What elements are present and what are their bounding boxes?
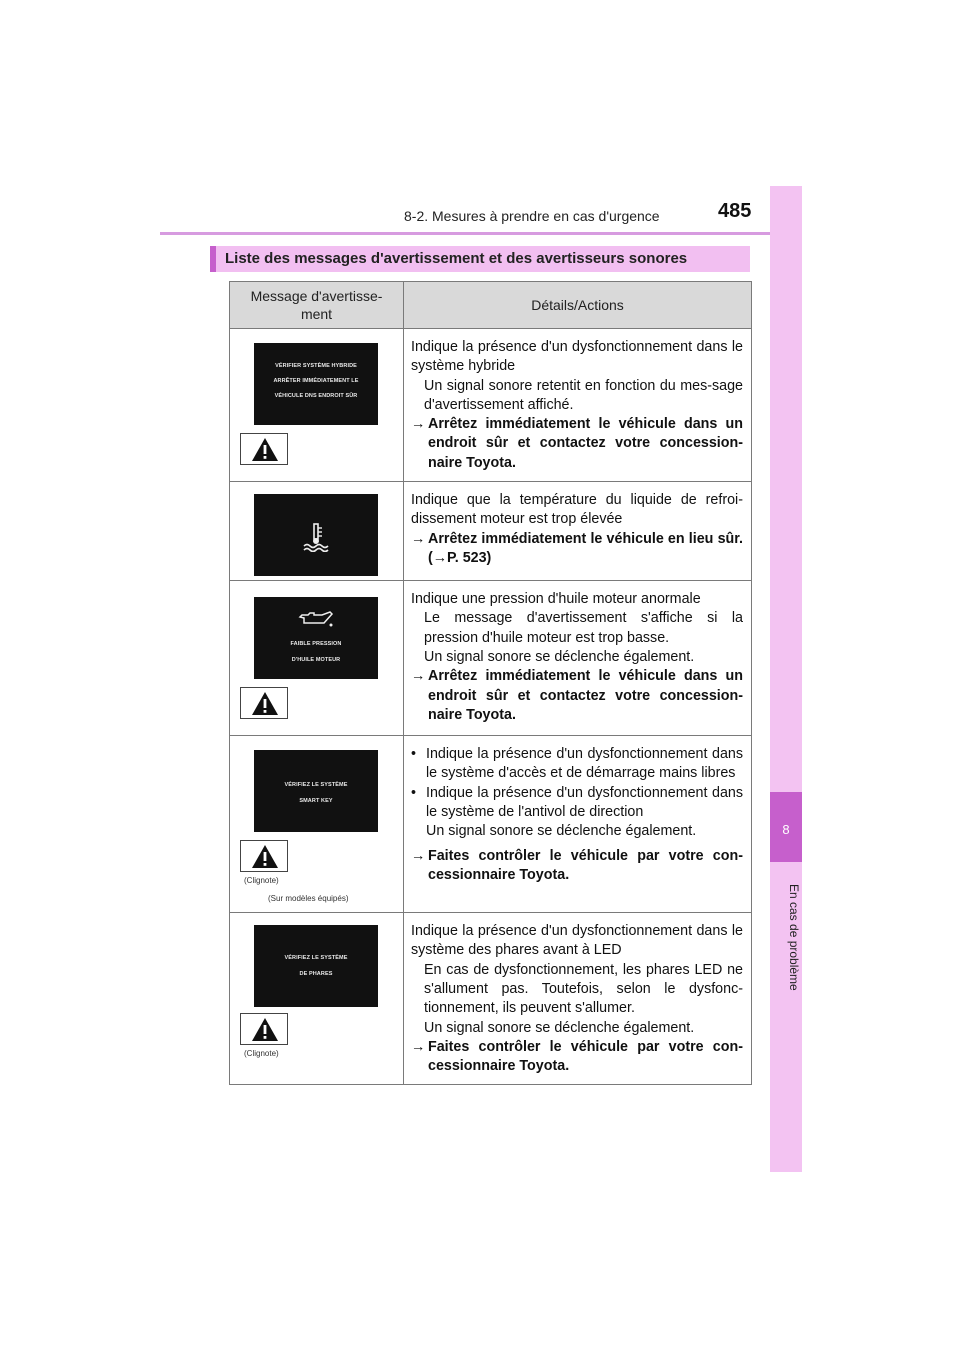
action-text: Arrêtez immédiatement le véhicule dans un endroit sûr et contactez votre concession-naire Toyota. [428, 668, 743, 723]
display-line: VÉHICULE DNS ENDROIT SÛR [274, 393, 358, 399]
message-cell [230, 581, 404, 736]
warning-display [254, 494, 378, 576]
table-row [230, 913, 752, 1085]
warning-display [254, 750, 378, 832]
section-title: 8-2. Mesures à prendre en cas d'urgence [404, 208, 660, 224]
arrow-icon: → [411, 668, 426, 685]
action-text: Arrêtez immédiatement le véhicule dans un endroit sûr et contactez votre concession-naire Toyota. [428, 416, 743, 471]
chapter-number: 8 [782, 822, 790, 837]
details-intro: Indique la présence d'un dysfonctionnement dans le système des phares avant à LED [411, 923, 743, 959]
details-cell [404, 482, 752, 581]
details-action [411, 415, 743, 473]
bullet-text: Indique la présence d'un dysfonctionnement dans le système de l'antivol de direction [426, 784, 743, 820]
coolant-temperature-icon [301, 522, 331, 552]
details-bullet [411, 784, 743, 823]
arrow-icon: → [411, 416, 426, 433]
details-cell [404, 913, 752, 1085]
master-warning-icon [240, 840, 288, 872]
details-note: Un signal sonore se déclenche également. [424, 1019, 695, 1036]
table-row [230, 736, 752, 913]
master-warning-icon [240, 433, 288, 465]
master-warning-icon [240, 687, 288, 719]
arrow-icon: → [411, 1038, 426, 1055]
details-action [411, 530, 743, 569]
warning-display [254, 343, 378, 425]
details-cell [404, 581, 752, 736]
table-header-row [230, 282, 752, 329]
message-cell [230, 736, 404, 913]
details-note: Le message d'avertissement s'affiche si la pression d'huile moteur est trop basse. [424, 610, 743, 646]
display-line: ARRÊTER IMMÉDIATEMENT LE [273, 378, 359, 384]
details-note: En cas de dysfonctionnement, les phares LED ne s'allument pas. Toutefois, selon le dysfonc-tionnement, ils peuvent s'allumer. [424, 961, 743, 1017]
arrow-icon: → [411, 847, 426, 864]
details-cell [404, 329, 752, 482]
display-line: SMART KEY [299, 798, 333, 805]
message-cell [230, 482, 404, 581]
section-banner-text: Liste des messages d'avertissement et des avertisseurs sonores [225, 250, 688, 267]
display-line: FAIBLE PRESSION [290, 641, 342, 648]
details-intro: Indique que la température du liquide de refroi-dissement moteur est trop élevée [411, 492, 743, 528]
header-rule [160, 232, 802, 235]
warning-display [254, 925, 378, 1007]
details-note: Un signal sonore se déclenche également. [426, 823, 697, 840]
bullet-icon: • [411, 746, 417, 763]
chapter-label: En cas de problème [787, 884, 801, 991]
message-cell [230, 329, 404, 482]
section-banner [210, 246, 750, 272]
display-line: DE PHARES [299, 971, 333, 978]
arrow-icon: → [411, 530, 426, 547]
details-action [411, 847, 743, 886]
display-line: VÉRIFIEZ LE SYSTÈME [284, 782, 348, 789]
details-bullet [411, 745, 743, 784]
equipment-caption: (Sur modèles équipés) [268, 894, 349, 904]
table-row [230, 581, 752, 736]
details-note: Un signal sonore se déclenche également. [424, 648, 695, 665]
message-cell [230, 913, 404, 1085]
details-action [411, 1038, 743, 1077]
display-line: VÉRIFIER SYSTÈME HYBRIDE [275, 363, 357, 369]
bullet-text: Indique la présence d'un dysfonctionnement dans le système d'accès et de démarrage mains libres [426, 746, 743, 782]
blink-caption: (Clignote) [244, 876, 279, 886]
column-header-details: Détails/Actions [404, 282, 752, 329]
display-line: D'HUILE MOTEUR [291, 657, 341, 664]
details-cell [404, 736, 752, 913]
warning-message-table [229, 281, 752, 1085]
display-line: VÉRIFIEZ LE SYSTÈME [284, 955, 348, 962]
oil-can-icon [298, 609, 334, 629]
details-action [411, 667, 743, 725]
bullet-icon: • [411, 784, 417, 801]
blink-caption: (Clignote) [244, 1049, 279, 1059]
column-header-message: Message d'avertisse- ment [230, 282, 404, 329]
warning-display [254, 597, 378, 679]
details-note: Un signal sonore retentit en fonction du mes-sage d'avertissement affiché. [424, 377, 743, 413]
action-text: Faites contrôler le véhicule par votre con-cessionnaire Toyota. [428, 1038, 743, 1075]
action-text: Arrêtez immédiatement le véhicule en lieu sûr. (→P. 523) [428, 530, 743, 566]
table-row [230, 329, 752, 482]
page-number: 485 [718, 200, 752, 222]
master-warning-icon [240, 1013, 288, 1045]
details-intro: Indique une pression d'huile moteur anormale [411, 591, 701, 608]
details-intro: Indique la présence d'un dysfonctionnement dans le système hybride [411, 339, 743, 375]
action-text: Faites contrôler le véhicule par votre con-cessionnaire Toyota. [428, 847, 743, 883]
table-row [230, 482, 752, 581]
